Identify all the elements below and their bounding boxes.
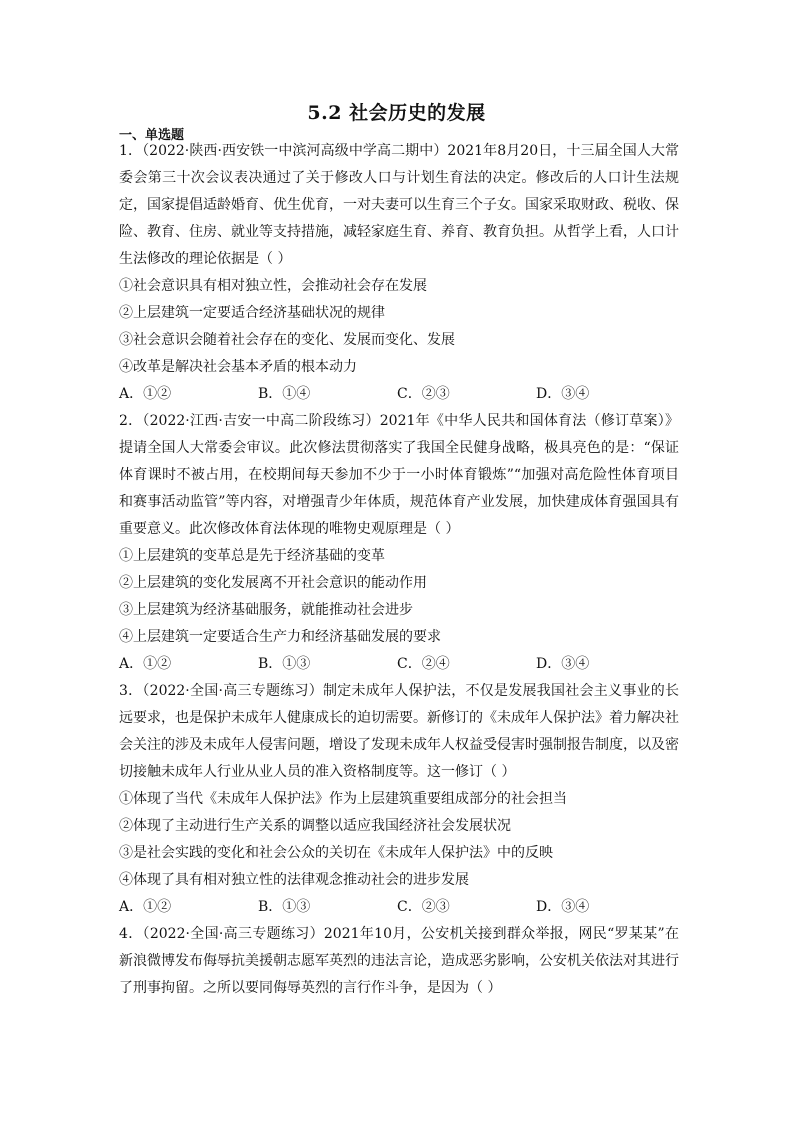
statement-option: ②体现了主动进行生产关系的调整以适应我国经济社会发展状况 bbox=[119, 818, 511, 834]
question-list bbox=[119, 138, 679, 1002]
question-stem: 1．（2022·陕西·西安铁一中滨河高级中学高二期中）2021年8月20日，十三届全国人大常委会第三十次会议表决通过了关于修改人口与计划生育法的决定。修改后的人口计生法规定，国家提倡适龄婚育、优生优育，一对夫妻可以生育三个子女。国家采取财政、税收、保险、教育、住房、就业等支持措施，减轻家庭生育、养育、教育负担。从哲学上看，人口计生法修改的理论依据是（ ） bbox=[119, 143, 679, 267]
answer-choice-d: D．③④ bbox=[536, 899, 590, 915]
question-2 bbox=[119, 408, 679, 678]
question-stem: 2．（2022·江西·吉安一中高二阶段练习）2021年《中华人民共和国体育法（修订草案）》提请全国人大常委会审议。此次修法贯彻落实了我国全民健身战略，极具亮色的是：“保证体育课时不被占用，在校期间每天参加不少于一小时体育锻炼”“加强对高危险性体育项目和赛事活动监管”等内容，对增强青少年体质，规范体育产业发展，加快建成体育强国具有重要意义。此次修改体育法体现的唯物史观原理是（ ） bbox=[119, 413, 679, 537]
statement-option: ①体现了当代《未成年人保护法》作为上层建筑重要组成部分的社会担当 bbox=[119, 791, 567, 807]
answer-choice-c: C．②④ bbox=[397, 656, 450, 672]
statement-option: ①上层建筑的变革总是先于经济基础的变革 bbox=[119, 548, 385, 564]
statement-option: ①社会意识具有相对独立性，会推动社会存在发展 bbox=[119, 278, 427, 294]
statement-option: ③上层建筑为经济基础服务，就能推动社会进步 bbox=[119, 602, 413, 618]
question-4 bbox=[119, 921, 679, 1002]
answer-choice-b: B．①③ bbox=[258, 899, 311, 915]
answer-choices bbox=[119, 894, 679, 921]
question-3 bbox=[119, 678, 679, 921]
question-stem: 3．（2022·全国·高三专题练习）制定未成年人保护法，不仅是发展我国社会主义事业的长远要求，也是保护未成年人健康成长的迫切需要。新修订的《未成年人保护法》着力解决社会关注的涉及未成年人侵害问题，增设了发现未成年人权益受侵害时强制报告制度，以及密切接触未成年人行业从业人员的准入资格制度等。这一修订（ ） bbox=[119, 683, 679, 780]
statement-option: ④体现了具有相对独立性的法律观念推动社会的进步发展 bbox=[119, 872, 469, 888]
answer-choices bbox=[119, 381, 679, 408]
statement-option: ②上层建筑的变化发展离不开社会意识的能动作用 bbox=[119, 575, 427, 591]
answer-choice-c: C．②③ bbox=[397, 899, 450, 915]
answer-choice-d: D．③④ bbox=[536, 656, 590, 672]
section-heading: 一、单选题 bbox=[119, 128, 185, 143]
answer-choice-a: A．①② bbox=[119, 386, 172, 402]
answer-choice-a: A．①② bbox=[119, 656, 172, 672]
answer-choice-b: B．①④ bbox=[258, 386, 311, 402]
question-stem: 4．（2022·全国·高三专题练习）2021年10月，公安机关接到群众举报，网民“罗某某”在新浪微博发布侮辱抗美援朝志愿军英烈的违法言论，造成恶劣影响，公安机关依法对其进行了刑事拘留。之所以要同侮辱英烈的言行作斗争，是因为（ ） bbox=[119, 926, 679, 996]
statement-option: ④上层建筑一定要适合生产力和经济基础发展的要求 bbox=[119, 629, 441, 645]
statement-option: ③是社会实践的变化和社会公众的关切在《未成年人保护法》中的反映 bbox=[119, 845, 553, 861]
statement-option: ③社会意识会随着社会存在的变化、发展而变化、发展 bbox=[119, 332, 455, 348]
statement-option: ④改革是解决社会基本矛盾的根本动力 bbox=[119, 359, 357, 375]
answer-choice-b: B．①③ bbox=[258, 656, 311, 672]
question-1 bbox=[119, 138, 679, 408]
answer-choice-a: A．①② bbox=[119, 899, 172, 915]
statement-option: ②上层建筑一定要适合经济基础状况的规律 bbox=[119, 305, 385, 321]
answer-choice-d: D．③④ bbox=[536, 386, 590, 402]
answer-choices bbox=[119, 651, 679, 678]
page-title: 5.2 社会历史的发展 bbox=[307, 102, 486, 124]
answer-choice-c: C．②③ bbox=[397, 386, 450, 402]
